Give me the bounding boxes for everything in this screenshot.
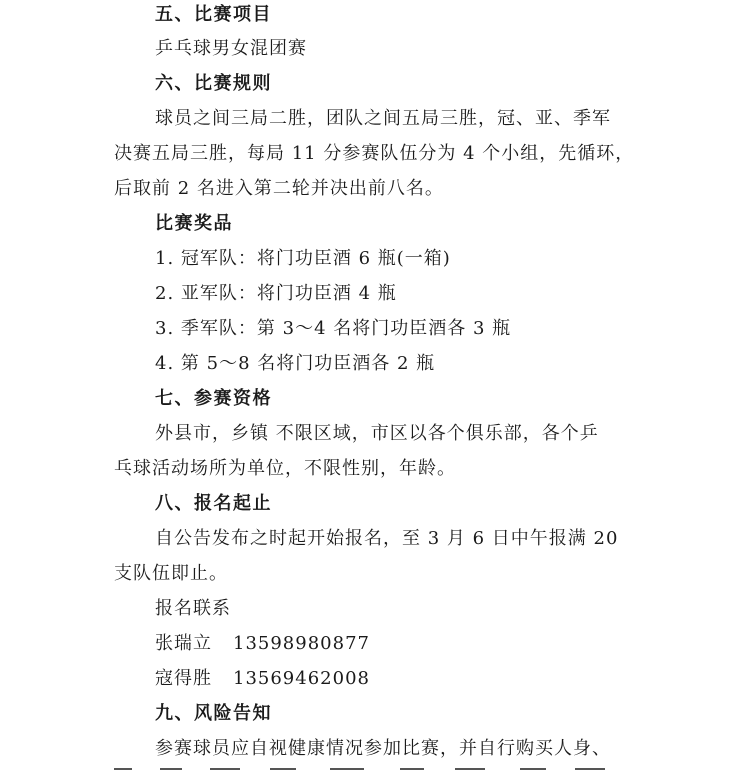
eligibility-line-2: 乓球活动场所为单位，不限性别，年龄。 [114, 458, 456, 479]
section5-heading: 五、比赛项目 [155, 4, 272, 25]
cut-off-next-line [0, 768, 743, 774]
risk-line-1: 参赛球员应自视健康情况参加比赛，并自行购买人身、 [155, 738, 611, 759]
prize-item-3: 3. 季军队：第 3～4 名将门功臣酒各 3 瓶 [155, 318, 512, 339]
contact-phone-2: 13569462008 [233, 668, 370, 689]
section7-heading: 七、参赛资格 [155, 388, 272, 409]
eligibility-line-1: 外县市，乡镇 不限区域，市区以各个俱乐部，各个乒 [155, 423, 599, 444]
rules-line-3: 后取前 2 名进入第二轮并决出前八名。 [114, 178, 444, 199]
registration-line-1: 自公告发布之时起开始报名，至 3 月 6 日中午报满 20 [155, 528, 619, 549]
section9-heading: 九、风险告知 [155, 703, 272, 724]
rules-line-2: 决赛五局三胜，每局 11 分参赛队伍分为 4 个小组，先循环， [114, 143, 635, 164]
contact-name-2: 寇得胜 [155, 668, 212, 689]
registration-line-2: 支队伍即止。 [114, 563, 228, 584]
contact-phone-1: 13598980877 [233, 633, 370, 654]
section6-heading: 六、比赛规则 [155, 73, 272, 94]
prizes-heading: 比赛奖品 [155, 213, 233, 234]
prize-item-4: 4. 第 5～8 名将门功臣酒各 2 瓶 [155, 353, 436, 374]
prize-item-2: 2. 亚军队：将门功臣酒 4 瓶 [155, 283, 397, 304]
contact-label: 报名联系 [155, 598, 231, 619]
section5-body: 乒乓球男女混团赛 [155, 38, 307, 59]
rules-line-1: 球员之间三局二胜，团队之间五局三胜，冠、亚、季军 [155, 108, 611, 129]
contact-name-1: 张瑞立 [155, 633, 212, 654]
section8-heading: 八、报名起止 [155, 493, 272, 514]
prize-item-1: 1. 冠军队：将门功臣酒 6 瓶(一箱) [155, 248, 451, 269]
